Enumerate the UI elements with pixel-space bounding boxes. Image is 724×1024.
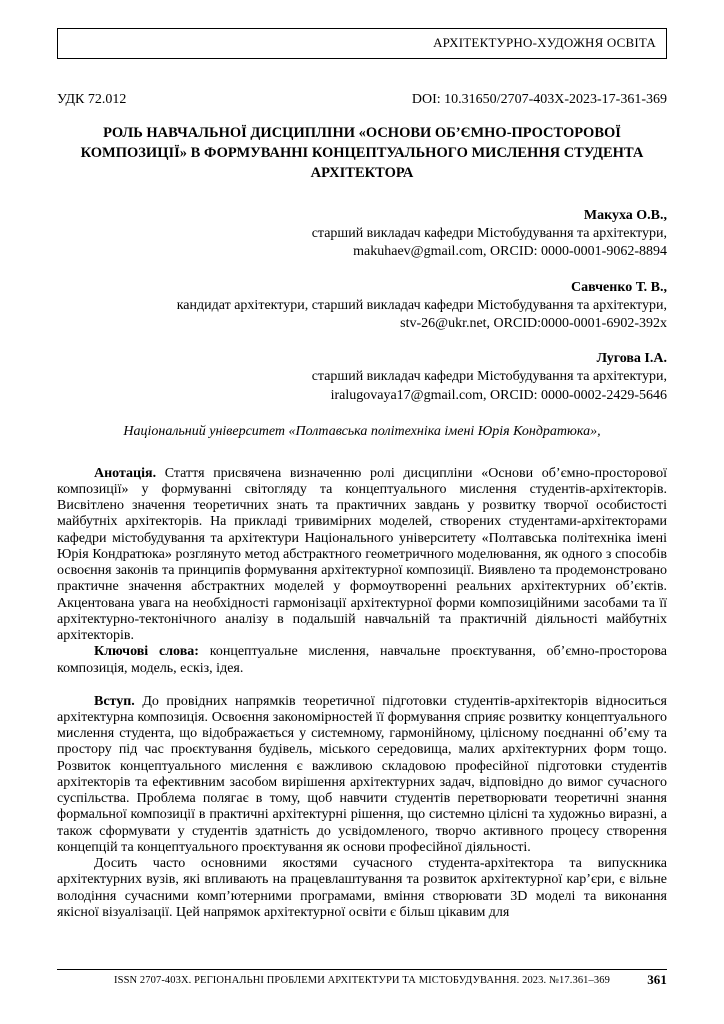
author-affiliation: старший викладач кафедри Містобудування та архітектури, [311,226,667,242]
meta-row [57,92,667,108]
author-block [57,279,667,334]
section-header [57,28,667,59]
author-affiliation: старший викладач кафедри Містобудування та архітектури, [311,369,667,385]
author-name: Макуха О.В., [583,208,667,223]
abstract-label: Анотація. [94,465,157,481]
paragraph-text: Досить часто основними якостями сучасного студента-архітектора та випускника архітектурних вузів, які впливають на працевлаштування та розвиток архітектурної кар’єри, є вільне володіння сучасними комп’ютерними програмами, вміння створювати 3D моделі та виконання якісної візуалізації. Цей напрямок архітектурної освіти є більш цікавим для [57,856,667,920]
footer-issn-line: ISSN 2707-403X. РЕГІОНАЛЬНІ ПРОБЛЕМИ АРХІТЕКТУРИ ТА МІСТОБУДУВАННЯ. 2023. №17.361–369 [114,975,610,986]
body-paragraph-intro [57,694,667,856]
author-name: Савченко Т. В., [571,279,667,295]
udc-label: УДК 72.012 [57,92,127,107]
article-title: РОЛЬ НАВЧАЛЬНОЇ ДИСЦИПЛІНИ «ОСНОВИ ОБ’ЄМНО-ПРОСТОРОВОЇ КОМПОЗИЦІЇ» В ФОРМУВАННІ КОНЦЕПТУАЛЬНОГО МИСЛЕННЯ СТУДЕНТА АРХІТЕКТОРА [80,125,644,181]
author-block [57,350,667,405]
author-name: Лугова І.А. [596,351,667,367]
doi-label: DOI: 10.31650/2707-403X-2023-17-361-369 [411,92,667,107]
university-line: Національний університет «Полтавська політехніка імені Юрія Кондратюка», [123,423,601,439]
page-footer [57,969,667,986]
author-affiliation: кандидат архітектури, старший викладач кафедри Містобудування та архітектури, [176,297,667,313]
keywords-label: Ключові слова: [94,644,199,660]
abstract-paragraph [57,466,667,645]
author-contact: iralugovaya17@gmail.com, ORCID: 0000-0002-2429-5646 [330,387,667,403]
paragraph-lead: Вступ. [94,693,135,709]
body-paragraph [57,856,667,921]
keywords-paragraph [57,644,667,676]
keywords-text: концептуальне мислення, навчальне проєктування, об’ємно-просторова композиція, модель, ескіз, ідея. [57,644,667,676]
authors-section [57,207,667,405]
abstract-text: Стаття присвячена визначенню ролі дисципліни «Основи об’ємно-просторової композиції» у формуванні світогляду та концептуального мислення студентів-архітекторів. Висвітлено значення теоретичних знать та практичних завдань у розвитку творчої особистості майбутніх архітекторів. На прикладі тривимірних моделей, створених студентами-архітекторами кафедри містобудування та архітектури Національного університету «Полтавська політехніка імені Юрія Кондратюка» розглянуто метод абстрактного геометричного моделювання, як одного з способів освоєння законів та принципів формування архітектурної композиції. Виявлено та продемонстровано практичне значення абстрактних моделей у формоутворенні реальних архітектурних об’єктів. Акцентована увага на необхідності гармонізації архітектурної форми композиційними засобами та її архітектурно-тектонічного аналізу в подальшій навчальній та практичній діяльності майбутніх архітекторів. [57,465,667,644]
author-contact: makuhaev@gmail.com, ORCID: 0000-0001-9062-8894 [353,244,667,260]
author-block [57,207,667,262]
footer-page-number: 361 [647,972,667,987]
footer-row [57,972,667,987]
section-title: АРХІТЕКТУРНО-ХУДОЖНЯ ОСВІТА [433,35,656,50]
paragraph-text: До провідних напрямків теоретичної підготовки студентів-архітекторів відноситься архітектурна композиція. Освоєння закономірностей її формування сприяє розвитку концептуального мислення студента, що відображається у системному, гармонійному, цілісному поєднанні об’єму та простору під час проєктування будівель, міського середовища, малих архітектурних форм тощо. Розвиток концептуального мислення є важливою складовою професійної підготовки студентів архітекторів та ефективним засобом вирішення архітектурних задач, відповідно до вимог сучасного суспільства. Проблема полягає в тому, щоб навчити студентів перетворювати теоретичні знання формальної композиції в практичні архітектурні рішення, що системно цілісні та художньо виразні, а також сформувати у студентів здатність до усвідомленого, творчо активного процесу створення концепцій та концептуального проєктування як основи професійної діяльності. [57,693,667,855]
author-contact: stv-26@ukr.net, ORCID:0000-0001-6902-392x [400,315,667,331]
